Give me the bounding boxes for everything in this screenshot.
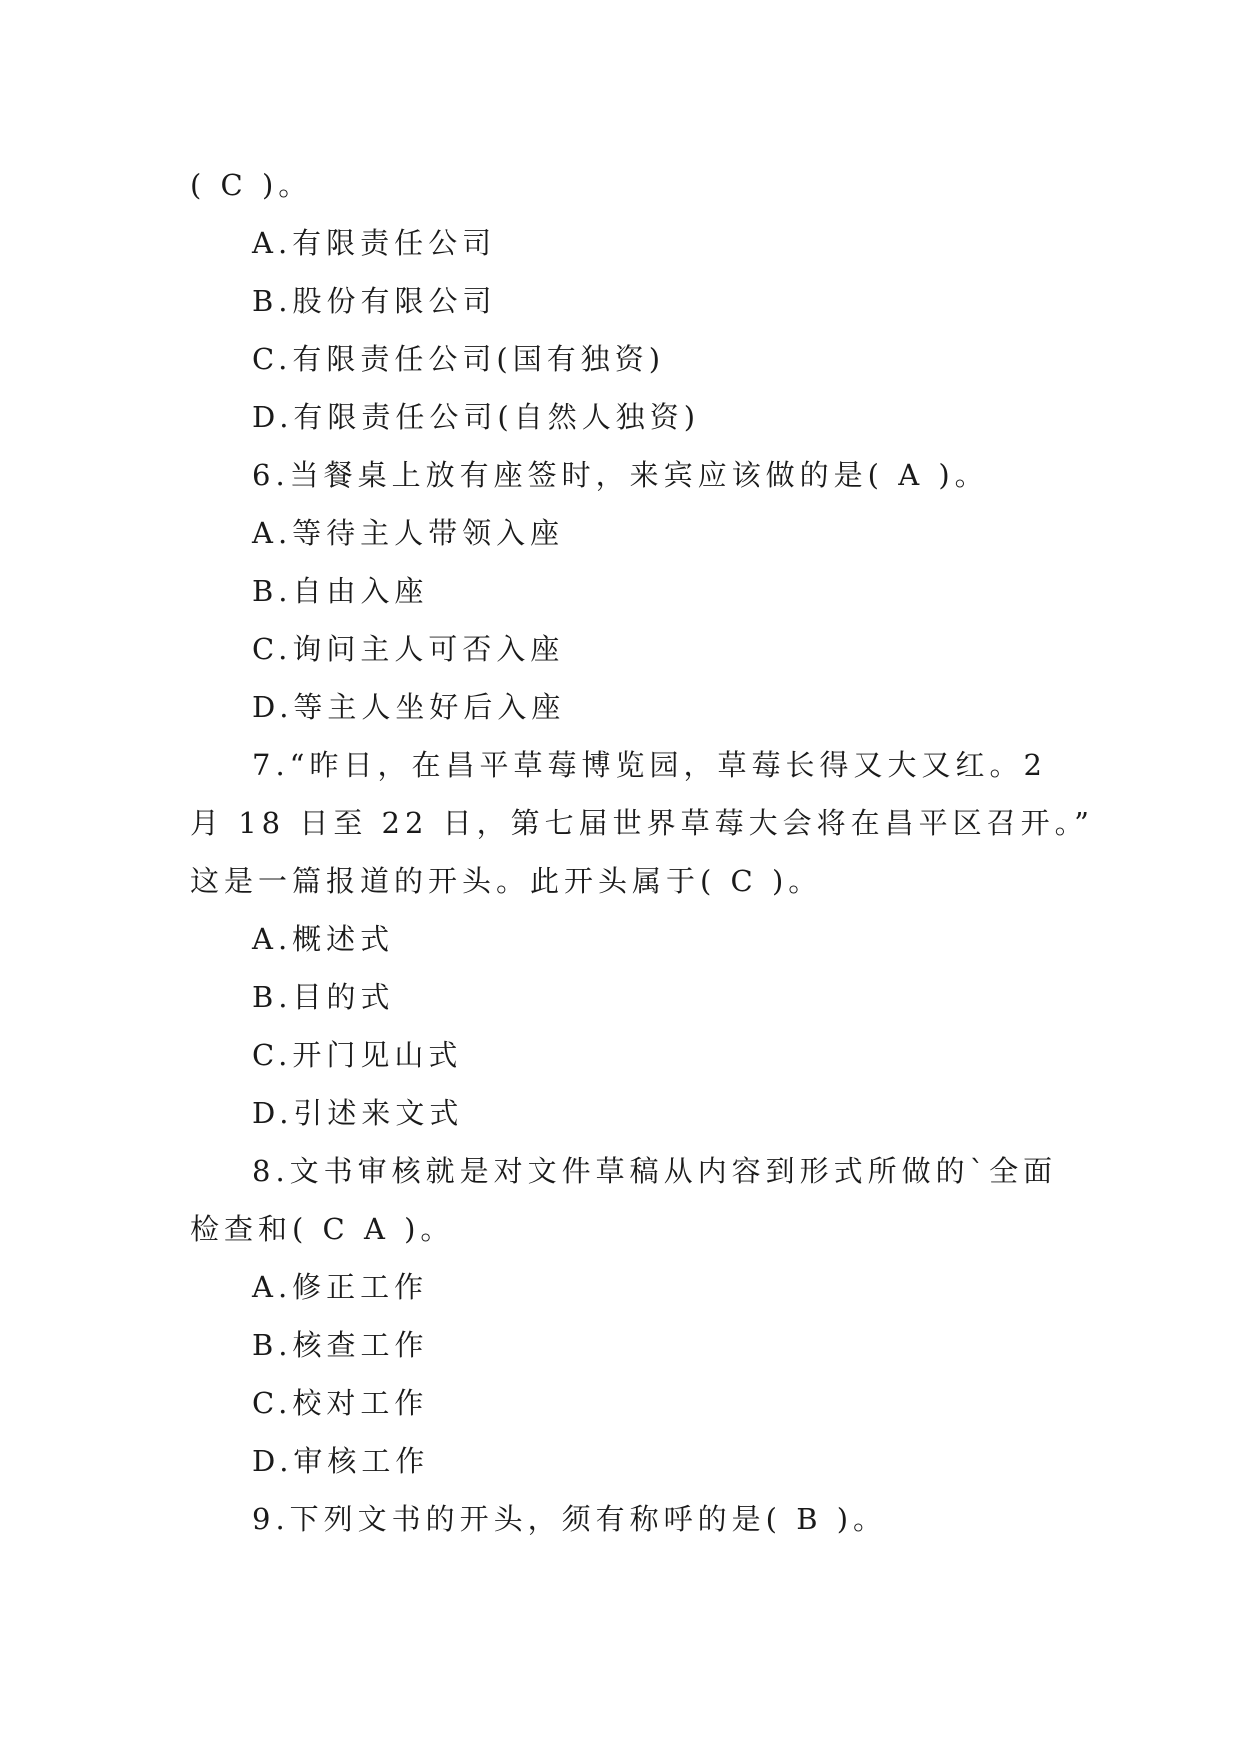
question-7-continued: 月 18 日至 22 日，第七届世界草莓大会将在昌平区召开。” (190, 806, 1095, 840)
option-d: D.有限责任公司(自然人独资) (252, 400, 701, 434)
question-7-continued: 这是一篇报道的开头。此开头属于( C )。 (190, 864, 823, 898)
option-c: C.开门见山式 (252, 1038, 463, 1072)
option-c: C.有限责任公司(国有独资) (252, 342, 666, 376)
question-8: 8.文书审核就是对文件草稿从内容到形式所做的`全面 (252, 1154, 1058, 1188)
question-9: 9.下列文书的开头，须有称呼的是( B )。 (252, 1502, 888, 1536)
question-6: 6.当餐桌上放有座签时，来宾应该做的是( A )。 (252, 458, 989, 492)
option-a: A.修正工作 (252, 1270, 429, 1304)
option-b: B.自由入座 (252, 574, 429, 608)
option-b: B.股份有限公司 (252, 284, 497, 318)
option-d: D.引述来文式 (252, 1096, 464, 1130)
option-c: C.询问主人可否入座 (252, 632, 565, 666)
option-d: D.审核工作 (252, 1444, 430, 1478)
text-line: ( C )。 (190, 168, 313, 202)
option-a: A.有限责任公司 (252, 226, 497, 260)
question-7: 7.“昨日，在昌平草莓博览园，草莓长得又大又红。2 (252, 748, 1047, 782)
option-b: B.目的式 (252, 980, 395, 1014)
option-a: A.等待主人带领入座 (252, 516, 565, 550)
option-b: B.核查工作 (252, 1328, 429, 1362)
option-a: A.概述式 (252, 922, 395, 956)
question-8-continued: 检查和( C A )。 (190, 1212, 455, 1246)
option-c: C.校对工作 (252, 1386, 429, 1420)
option-d: D.等主人坐好后入座 (252, 690, 566, 724)
